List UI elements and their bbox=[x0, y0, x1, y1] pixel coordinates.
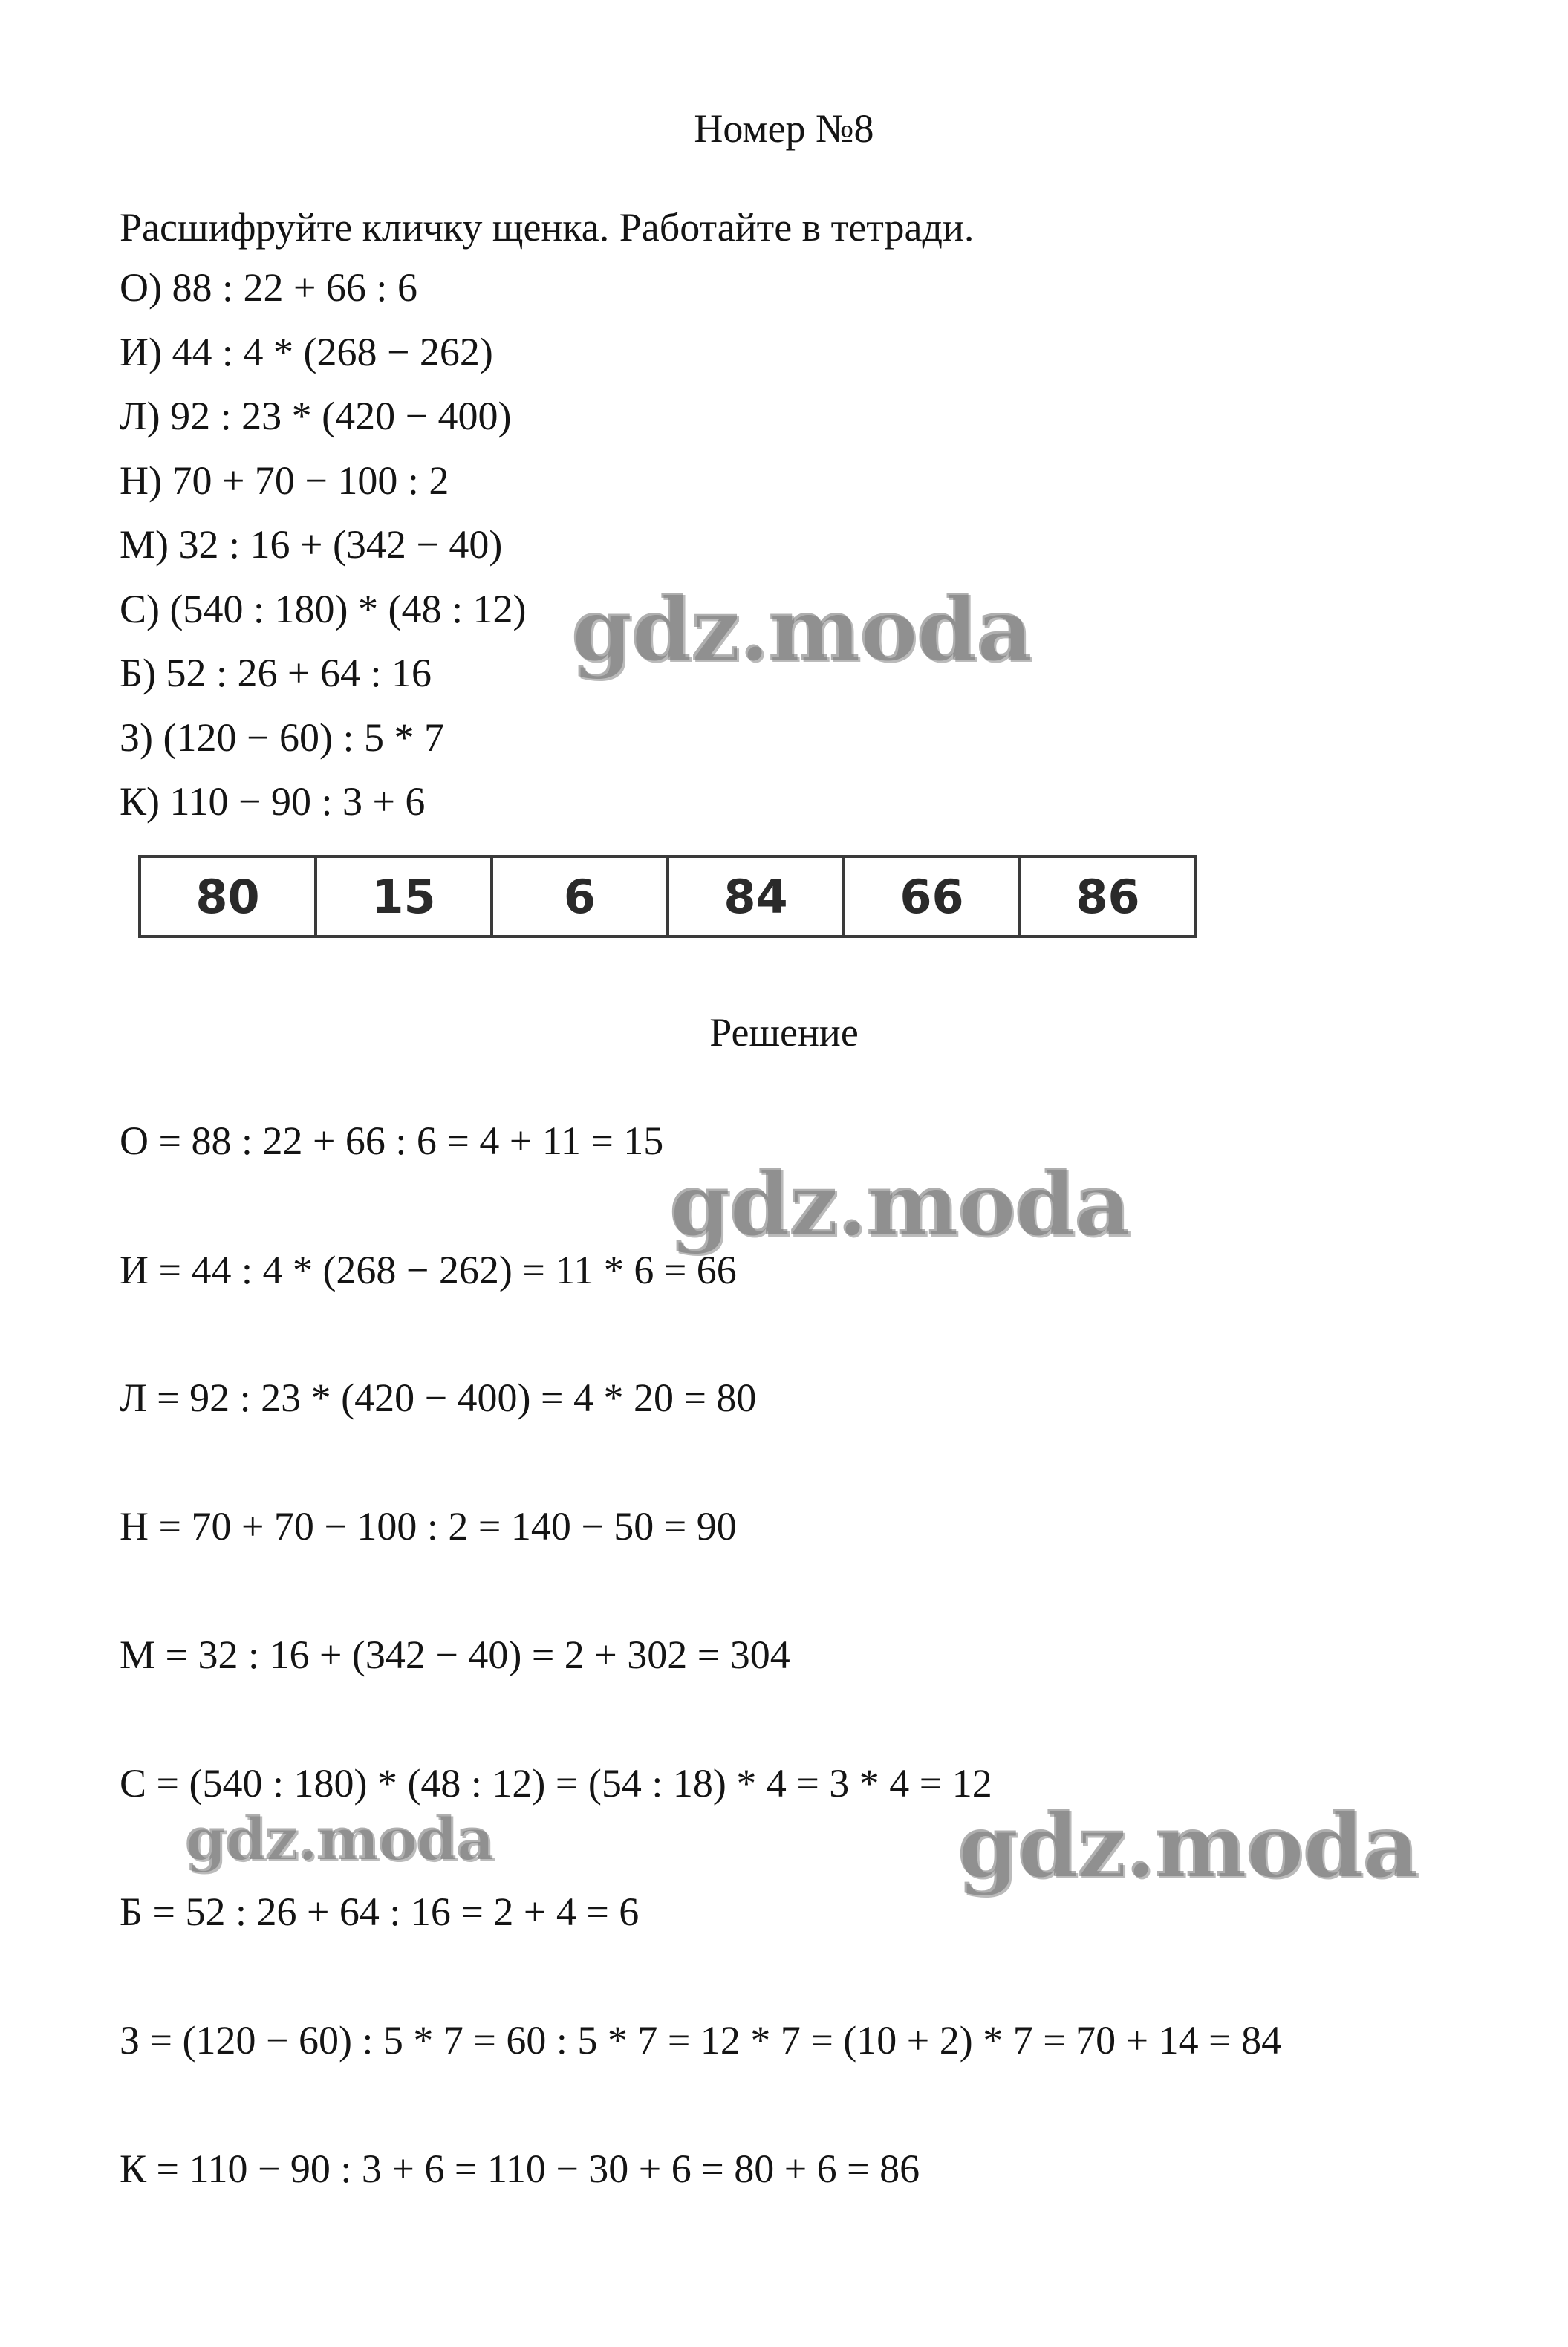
page-title: Номер №8 bbox=[694, 106, 874, 151]
answer-cell: 86 bbox=[1020, 856, 1196, 937]
answer-cell: 66 bbox=[844, 856, 1020, 937]
watermark-logo: gdz.moda bbox=[184, 1803, 492, 1873]
solution-line-l: Л = 92 : 23 * (420 − 400) = 4 * 20 = 80 bbox=[120, 1376, 757, 1420]
task-item-o: О) 88 : 22 + 66 : 6 bbox=[120, 265, 417, 310]
watermark-logo: gdz.moda bbox=[957, 1794, 1417, 1897]
solution-line-z: З = (120 − 60) : 5 * 7 = 60 : 5 * 7 = 12 * 7 = (10 + 2) * 7 = 70 + 14 = 84 bbox=[120, 2018, 1282, 2063]
answer-cell: 84 bbox=[668, 856, 844, 937]
answer-cell: 6 bbox=[492, 856, 668, 937]
solution-line-i: И = 44 : 4 * (268 − 262) = 11 * 6 = 66 bbox=[120, 1248, 737, 1292]
task-item-z: З) (120 − 60) : 5 * 7 bbox=[120, 715, 444, 760]
task-item-i: И) 44 : 4 * (268 − 262) bbox=[120, 330, 493, 374]
solution-line-m: М = 32 : 16 + (342 − 40) = 2 + 302 = 304 bbox=[120, 1633, 790, 1677]
answer-cell: 80 bbox=[140, 856, 316, 937]
task-item-s: С) (540 : 180) * (48 : 12) bbox=[120, 587, 527, 631]
task-item-l: Л) 92 : 23 * (420 − 400) bbox=[120, 394, 512, 438]
solution-line-s: С = (540 : 180) * (48 : 12) = (54 : 18) * 4 = 3 * 4 = 12 bbox=[120, 1761, 992, 1806]
solution-line-n: Н = 70 + 70 − 100 : 2 = 140 − 50 = 90 bbox=[120, 1504, 737, 1549]
solution-line-k: К = 110 − 90 : 3 + 6 = 110 − 30 + 6 = 80 + 6 = 86 bbox=[120, 2146, 920, 2191]
task-text: Расшифруйте кличку щенка. Работайте в тетради. bbox=[120, 205, 975, 250]
solution-title: Решение bbox=[709, 1010, 859, 1055]
solution-line-o: О = 88 : 22 + 66 : 6 = 4 + 11 = 15 bbox=[120, 1119, 664, 1163]
answer-cell: 15 bbox=[316, 856, 492, 937]
answer-row bbox=[140, 856, 1196, 937]
task-item-m: М) 32 : 16 + (342 − 40) bbox=[120, 522, 503, 567]
watermark-logo: gdz.moda bbox=[668, 1152, 1129, 1255]
task-item-b: Б) 52 : 26 + 64 : 16 bbox=[120, 651, 432, 695]
watermark-logo: gdz.moda bbox=[570, 577, 1031, 680]
solution-line-b: Б = 52 : 26 + 64 : 16 = 2 + 4 = 6 bbox=[120, 1889, 640, 1934]
task-item-k: К) 110 − 90 : 3 + 6 bbox=[120, 779, 426, 824]
task-item-n: Н) 70 + 70 − 100 : 2 bbox=[120, 458, 449, 503]
answer-table bbox=[138, 855, 1197, 938]
